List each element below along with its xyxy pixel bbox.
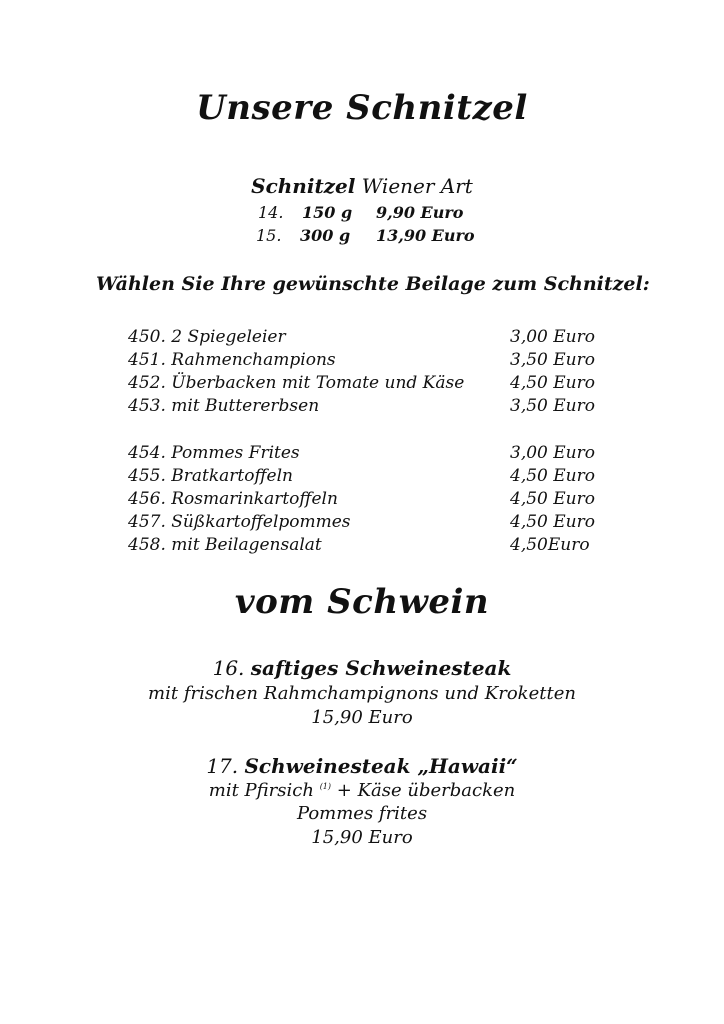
dish-17-description: mit Pfirsich $^{(1)}$ + Käse überbacken — [208, 780, 516, 801]
dish-17-price: 15,90 Euro — [311, 827, 413, 848]
dish-16-title: 16. saftiges Schweinesteak — [212, 656, 512, 680]
dish-17-title: 17. Schweinesteak „Hawaii“ — [206, 754, 518, 778]
dish-17-side: Pommes frites — [296, 803, 428, 824]
schnitzel-option: 15. 300 g 13,90 Euro — [256, 226, 475, 245]
dish-16-description: mit frischen Rahmchampignons und Kroketten — [148, 683, 576, 704]
schnitzel-option: 14. 150 g 9,90 Euro — [258, 203, 464, 222]
schnitzel-heading-bold: Schnitzel — [251, 174, 356, 198]
schnitzel-heading — [0, 174, 724, 198]
allergen-note: (1) — [319, 782, 332, 791]
section-heading-schwein: vom Schwein — [234, 582, 490, 622]
page-title: Unsere Schnitzel — [196, 88, 528, 128]
dish-16-price: 15,90 Euro — [311, 707, 413, 728]
schnitzel-heading-rest: Wiener Art — [361, 174, 473, 198]
beilagen-heading: Wählen Sie Ihre gewünschte Beilage zum Schnitzel: — [96, 273, 650, 295]
